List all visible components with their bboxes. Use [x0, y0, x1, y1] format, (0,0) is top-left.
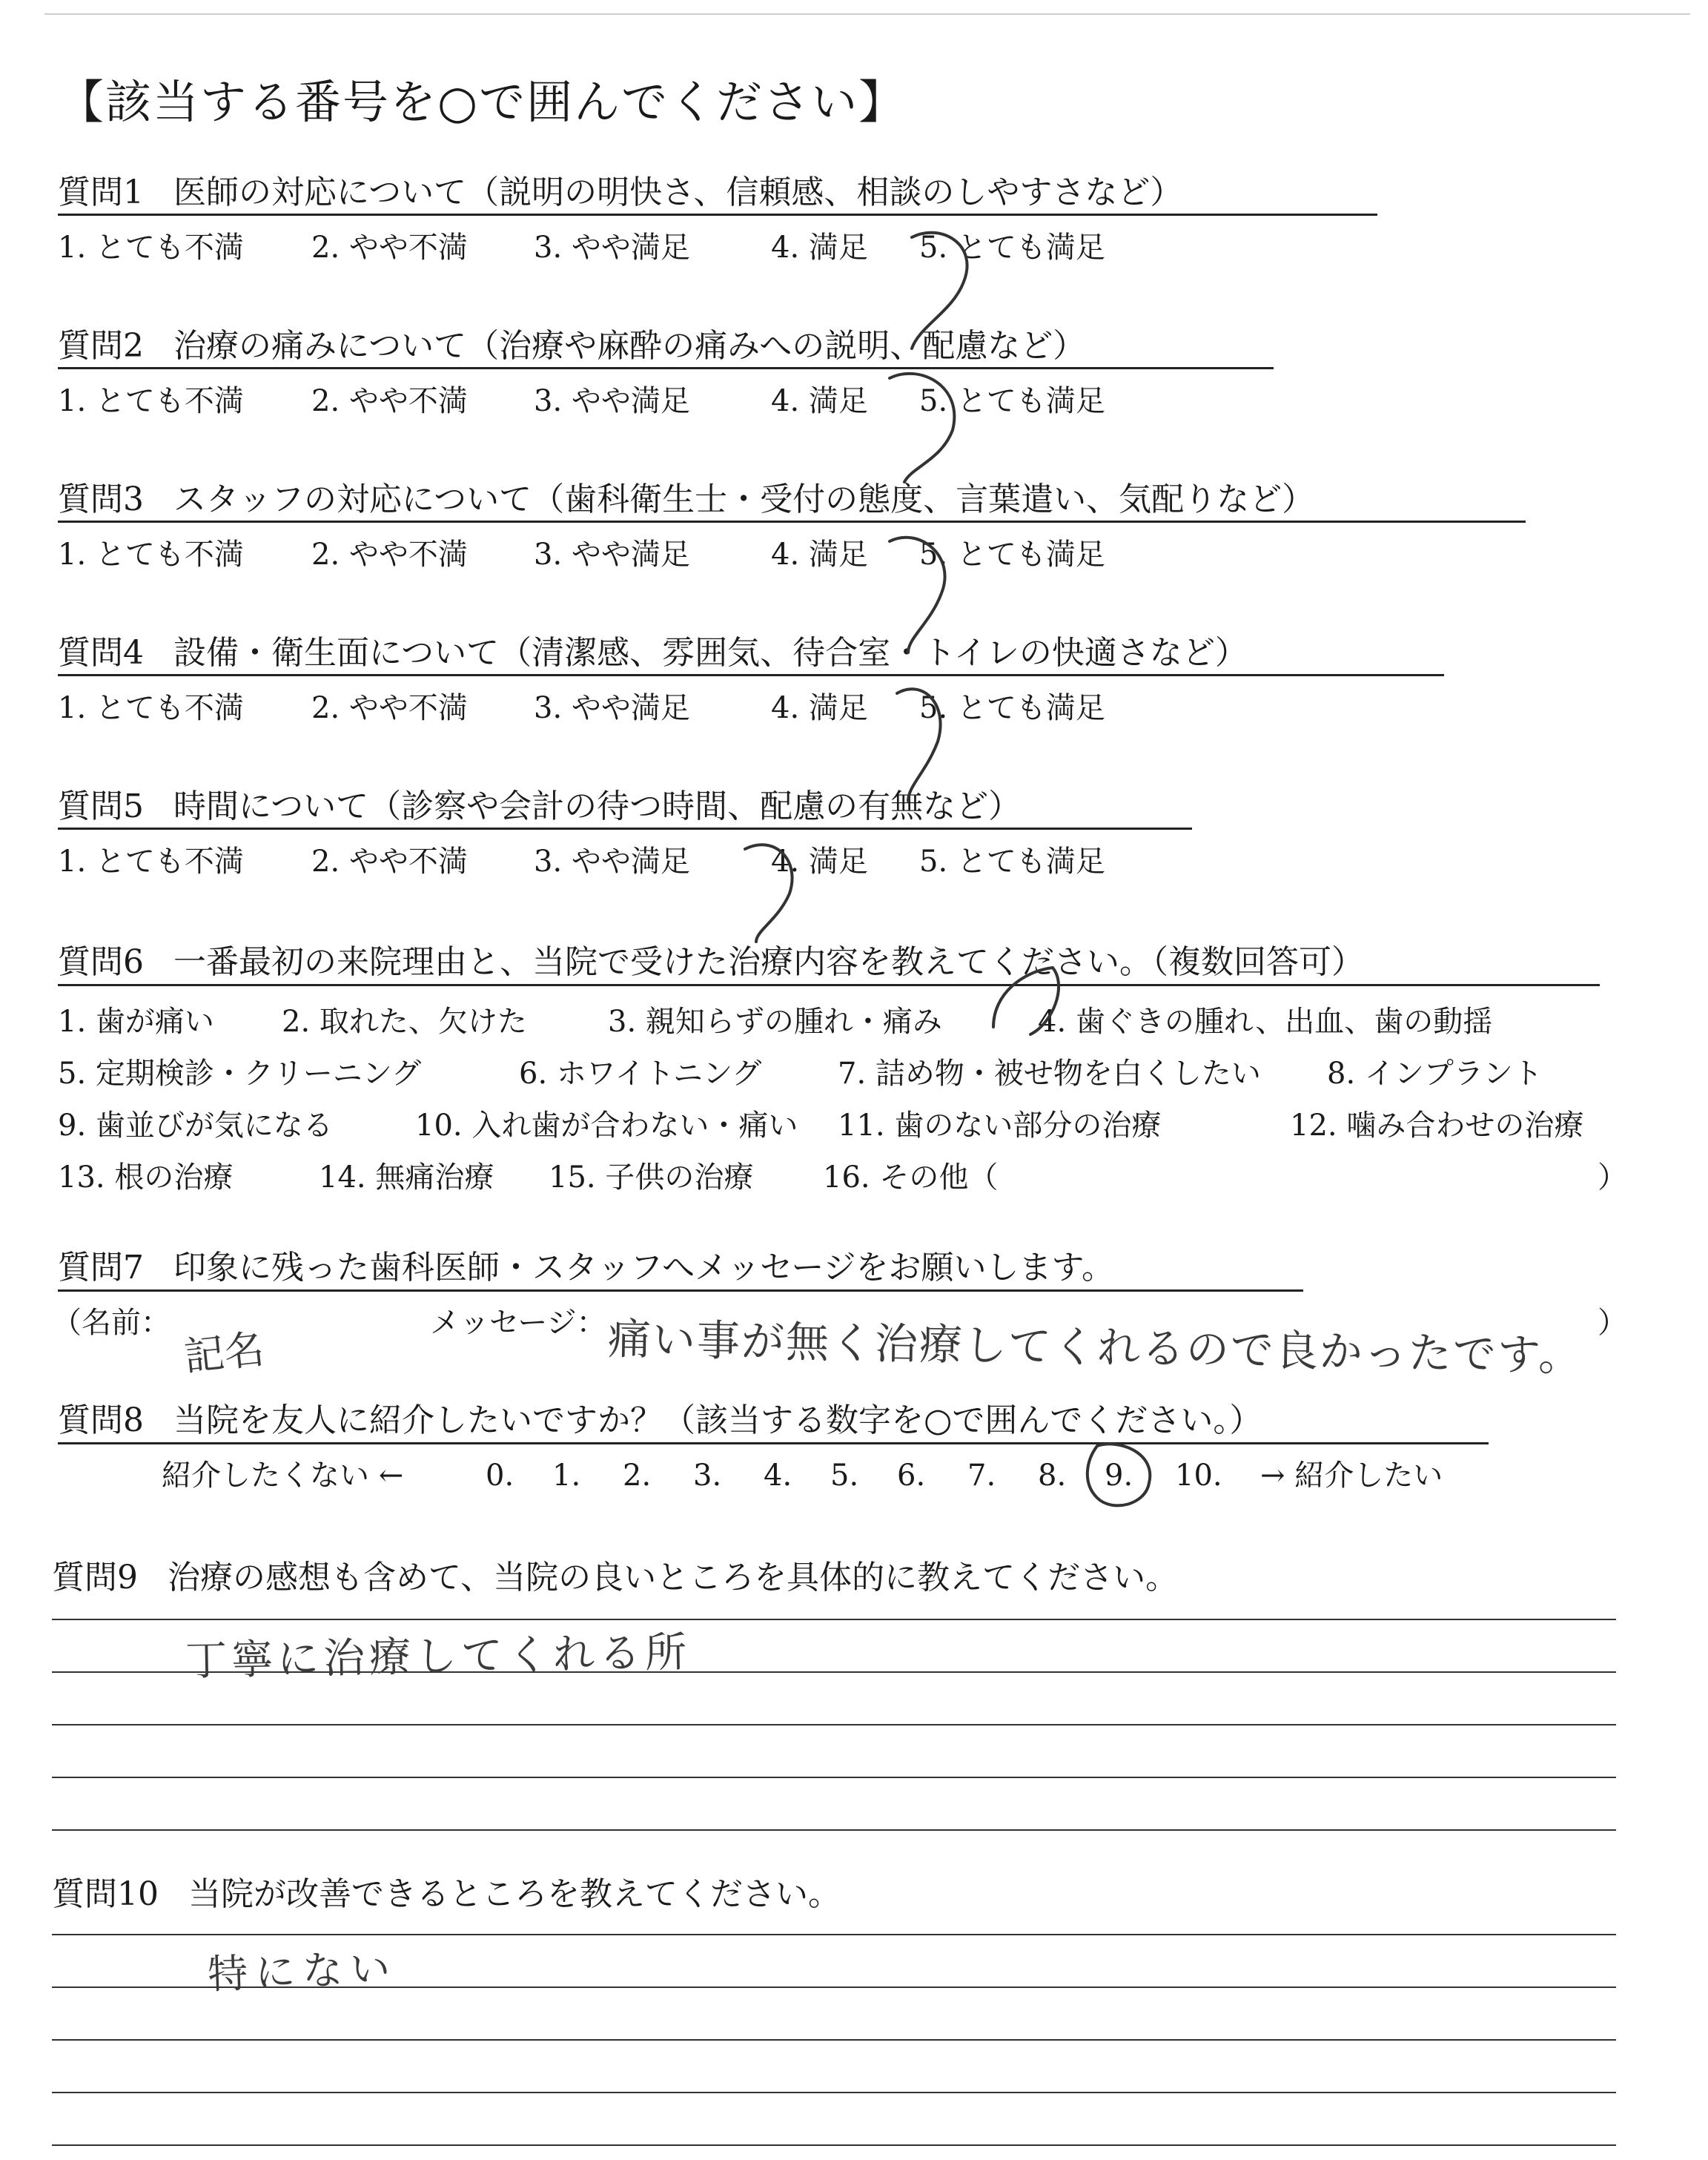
q2-option-1[interactable]: 1. とても不満	[58, 384, 244, 418]
q8-number-7[interactable]: 7.	[967, 1459, 996, 1493]
q8-label: 質問8	[58, 1401, 144, 1439]
q6-label: 質問6	[58, 943, 144, 981]
q9-label: 質問9	[52, 1559, 138, 1596]
q8-number-10[interactable]: 10.	[1175, 1459, 1222, 1493]
q1-circle-mark	[912, 233, 967, 349]
q8-number-0[interactable]: 0.	[486, 1459, 514, 1493]
q2-circle-mark	[890, 374, 954, 482]
q8-number-9[interactable]: 9.	[1105, 1459, 1133, 1493]
q8-right-label: → 紹介したい	[1260, 1459, 1443, 1493]
q2-option-5[interactable]: 5. とても満足	[919, 384, 1105, 418]
q3-option-1[interactable]: 1. とても不満	[58, 538, 244, 572]
q6-option-2[interactable]: 2. 取れた、欠けた	[282, 1005, 527, 1039]
q3-circle-mark	[890, 538, 945, 653]
q10-text: 当院が改善できるところを教えてください。	[188, 1875, 841, 1913]
q6-option-11[interactable]: 11. 歯のない部分の治療	[838, 1109, 1162, 1143]
q1-option-3[interactable]: 3. やや満足	[534, 231, 690, 265]
q7-message-label: メッセージ：	[430, 1306, 606, 1340]
q3-text: スタッフの対応について（歯科衛生士・受付の態度、言葉遣い、気配りなど）	[173, 480, 1315, 518]
q1-option-1[interactable]: 1. とても不満	[58, 231, 244, 265]
q8-number-8[interactable]: 8.	[1038, 1459, 1067, 1493]
q3-option-2[interactable]: 2. やや不満	[311, 538, 468, 572]
q2-text: 治療の痛みについて（治療や麻酔の痛みへの説明、配慮など）	[173, 327, 1086, 365]
q3-option-4[interactable]: 4. 満足	[771, 538, 868, 572]
q7-name-value[interactable]: 記名	[182, 1325, 267, 1381]
q7-text: 印象に残った歯科医師・スタッフへメッセージをお願いします。	[173, 1249, 1114, 1287]
q5-option-3[interactable]: 3. やや満足	[534, 845, 690, 879]
q8-number-6[interactable]: 6.	[897, 1459, 926, 1493]
q8-number-2[interactable]: 2.	[623, 1459, 652, 1493]
q5-text: 時間について（診察や会計の待つ時間、配慮の有無など）	[173, 787, 1022, 825]
q6-option-7[interactable]: 7. 詰め物・被せ物を白くしたい	[838, 1057, 1261, 1091]
page-title: 【該当する番号を○で囲んでください】	[58, 75, 907, 129]
q10-answer[interactable]: 特にない	[207, 1944, 399, 1998]
q7-label: 質問7	[58, 1249, 144, 1287]
q8-left-label: 紹介したくない ←	[162, 1459, 404, 1493]
q6-option-12[interactable]: 12. 噛み合わせの治療	[1290, 1109, 1584, 1143]
q6-option-16[interactable]: 16. その他（	[823, 1160, 999, 1195]
q9-text: 治療の感想も含めて、当院の良いところを具体的に教えてください。	[168, 1559, 1179, 1596]
q4-option-5[interactable]: 5. とても満足	[919, 691, 1105, 725]
q2-option-3[interactable]: 3. やや満足	[534, 384, 690, 418]
q3-option-5[interactable]: 5. とても満足	[919, 538, 1105, 572]
q4-option-3[interactable]: 3. やや満足	[534, 691, 690, 725]
q4-option-4[interactable]: 4. 満足	[771, 691, 868, 725]
q3-option-3[interactable]: 3. やや満足	[534, 538, 690, 572]
q7-message-value[interactable]: 痛い事が無く治療してくれるので良かったです。	[607, 1313, 1583, 1381]
q6-circle-mark	[993, 968, 1059, 1034]
q1-option-2[interactable]: 2. やや不満	[311, 231, 468, 265]
q8-number-3[interactable]: 3.	[693, 1459, 722, 1493]
q1-option-5[interactable]: 5. とても満足	[919, 231, 1105, 265]
q1-label: 質問1	[58, 174, 144, 211]
q8-text: 当院を友人に紹介したいですか？（該当する数字を○で囲んでください。）	[173, 1401, 1262, 1439]
q6-option-1[interactable]: 1. 歯が痛い	[58, 1005, 214, 1039]
q6-option-4[interactable]: 4. 歯ぐきの腫れ、出血、歯の動揺	[1038, 1005, 1493, 1039]
q6-option-16-close: ）	[1598, 1160, 1627, 1195]
q8-number-4[interactable]: 4.	[764, 1459, 792, 1493]
q10-label: 質問10	[52, 1875, 159, 1913]
q7-name-label: （名前：	[52, 1306, 171, 1340]
q4-text: 設備・衛生面について（清潔感、雰囲気、待合室・トイレの快適さなど）	[173, 634, 1248, 672]
q4-option-1[interactable]: 1. とても不満	[58, 691, 244, 725]
q6-option-14[interactable]: 14. 無痛治療	[319, 1160, 494, 1195]
q5-option-5[interactable]: 5. とても満足	[919, 845, 1105, 879]
q2-label: 質問2	[58, 327, 144, 365]
q5-label: 質問5	[58, 787, 144, 825]
q6-option-8[interactable]: 8. インプラント	[1327, 1057, 1543, 1091]
q6-option-6[interactable]: 6. ホワイトニング	[519, 1057, 762, 1091]
q6-option-3[interactable]: 3. 親知らずの腫れ・痛み	[608, 1005, 942, 1039]
q8-circle-mark	[1088, 1444, 1150, 1505]
q5-option-2[interactable]: 2. やや不満	[311, 845, 468, 879]
q8-number-5[interactable]: 5.	[830, 1459, 859, 1493]
q2-option-4[interactable]: 4. 満足	[771, 384, 868, 418]
q3-label: 質問3	[58, 480, 144, 518]
q9-answer[interactable]: 丁寧に治療してくれる所	[185, 1628, 692, 1685]
q5-circle-mark	[745, 845, 792, 942]
q6-option-9[interactable]: 9. 歯並びが気になる	[58, 1109, 333, 1143]
q1-option-4[interactable]: 4. 満足	[771, 231, 868, 265]
q1-text: 医師の対応について（説明の明快さ、信頼感、相談のしやすさなど）	[173, 174, 1183, 211]
q6-option-10[interactable]: 10. 入れ歯が合わない・痛い	[415, 1109, 798, 1143]
q5-option-1[interactable]: 1. とても不満	[58, 845, 244, 879]
q4-label: 質問4	[58, 634, 144, 672]
q5-option-4[interactable]: 4. 満足	[771, 845, 868, 879]
q2-option-2[interactable]: 2. やや不満	[311, 384, 468, 418]
q6-option-5[interactable]: 5. 定期検診・クリーニング	[58, 1057, 422, 1091]
q4-circle-mark	[897, 689, 941, 801]
q6-option-13[interactable]: 13. 根の治療	[58, 1160, 234, 1195]
q8-number-1[interactable]: 1.	[552, 1459, 581, 1493]
q6-text: 一番最初の来院理由と、当院で受けた治療内容を教えてください。（複数回答可）	[173, 943, 1364, 981]
q7-close-paren: ）	[1598, 1306, 1627, 1340]
q4-option-2[interactable]: 2. やや不満	[311, 691, 468, 725]
q6-option-15[interactable]: 15. 子供の治療	[549, 1160, 754, 1195]
